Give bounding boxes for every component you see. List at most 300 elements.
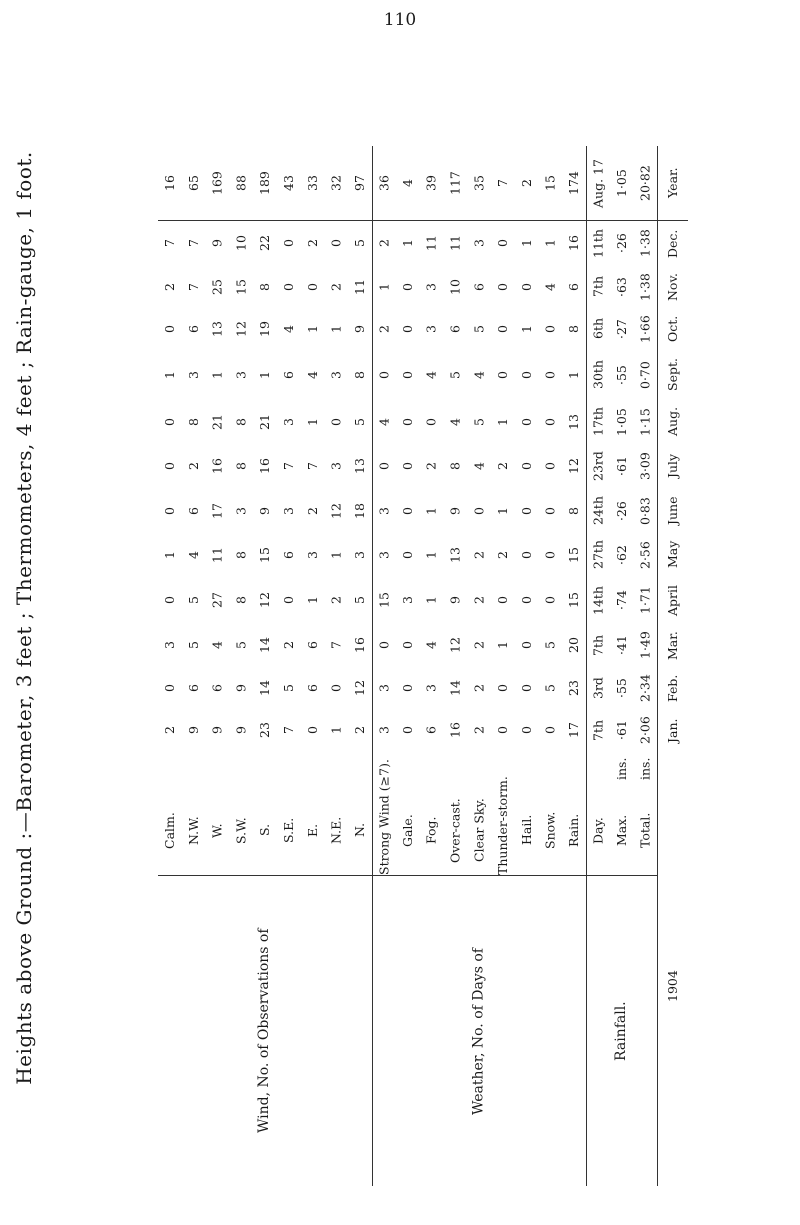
weather-table	[158, 146, 688, 1186]
table-row	[158, 444, 688, 489]
value-cell: 0	[328, 417, 344, 426]
table-row	[158, 400, 688, 444]
value-cell: 0	[399, 550, 415, 559]
value-cell: 2	[304, 506, 320, 515]
value-cell: 0	[495, 239, 511, 248]
col-header: Thunder-storm.	[495, 776, 511, 876]
value-cell: 3	[233, 370, 249, 379]
value-cell: 1·38	[634, 221, 658, 266]
table-row	[158, 221, 688, 266]
value-cell: 2	[376, 239, 392, 248]
value-cell: 4	[281, 324, 297, 333]
table-row	[158, 624, 688, 668]
value-cell: 15	[376, 592, 392, 609]
value-cell: ·61	[613, 456, 629, 477]
value-cell: 5	[542, 641, 558, 650]
value-cell: 3	[376, 726, 392, 735]
value-cell: 2	[328, 282, 344, 291]
value-cell: 9	[257, 506, 273, 515]
value-cell: 0	[399, 506, 415, 515]
value-cell: 5	[447, 370, 463, 379]
value-cell: 1	[495, 641, 511, 650]
value-cell: 18	[348, 489, 372, 533]
value-cell: 3rd	[590, 677, 606, 700]
unit-label	[420, 751, 444, 785]
value-cell: 17	[562, 709, 586, 751]
value-cell: ·55	[613, 678, 629, 699]
heading-text: Heights above Ground :—Barometer, 3 feet ; Thermometers, 4 feet ; Rain-gauge, 1 foot.	[12, 151, 36, 1085]
value-cell: 10	[233, 235, 249, 252]
value-cell: 3	[376, 684, 392, 693]
value-cell: 1	[518, 239, 534, 248]
value-cell: 1·49	[634, 624, 658, 668]
value-cell: 0	[542, 596, 558, 605]
value-cell: 2	[495, 462, 511, 471]
value-cell: 1·66	[634, 308, 658, 350]
data-grid	[158, 146, 688, 1186]
value-cell: 6	[185, 324, 201, 333]
page-number: 110	[383, 10, 417, 30]
value-cell: 0	[281, 596, 297, 605]
value-cell: 4	[447, 417, 463, 426]
value-cell: 3	[162, 641, 178, 650]
value-cell: 1	[423, 596, 439, 605]
value-cell: 0	[495, 726, 511, 735]
value-cell: 0	[542, 506, 558, 515]
value-cell: 0	[518, 462, 534, 471]
value-cell: 27	[209, 592, 225, 609]
value-cell: 27th	[590, 540, 606, 570]
value-cell: 16	[348, 624, 372, 668]
total-cell: 189	[253, 146, 277, 221]
value-cell: 4	[471, 462, 487, 471]
value-cell: 2·06	[634, 709, 658, 751]
value-cell: 1	[423, 550, 439, 559]
table-row	[158, 709, 688, 751]
value-cell: 0	[399, 641, 415, 650]
value-cell: 1	[328, 726, 344, 735]
value-cell: ·41	[613, 635, 629, 656]
value-cell: 21	[257, 413, 273, 430]
value-cell: 1	[495, 506, 511, 515]
col-header: Rain.	[562, 785, 586, 876]
value-cell: 0	[376, 641, 392, 650]
value-cell: 4	[209, 641, 225, 650]
value-cell: 8	[233, 417, 249, 426]
value-cell: 0	[518, 684, 534, 693]
value-cell: ·26	[613, 500, 629, 521]
col-header: Gale.	[399, 813, 415, 847]
value-cell: 12	[233, 320, 249, 337]
value-cell: 7	[162, 239, 178, 248]
value-cell: 12	[328, 502, 344, 519]
value-cell: 8	[233, 596, 249, 605]
value-cell: 9	[447, 596, 463, 605]
col-header: N.E.	[328, 816, 344, 844]
value-cell: 0	[328, 239, 344, 248]
value-cell: 2·34	[634, 667, 658, 709]
col-header: Calm.	[162, 811, 178, 849]
value-cell: 9	[209, 726, 225, 735]
value-cell: 5	[233, 641, 249, 650]
value-cell: 25	[209, 278, 225, 295]
value-cell: 9	[233, 684, 249, 693]
value-cell: 0	[162, 596, 178, 605]
value-cell: 11th	[590, 228, 606, 258]
value-cell: 5	[185, 641, 201, 650]
value-cell: 7	[281, 726, 297, 735]
unit-label	[253, 751, 277, 785]
value-cell: 0·83	[634, 489, 658, 533]
value-cell: 5	[542, 684, 558, 693]
value-cell: 13	[209, 320, 225, 337]
value-cell: 1·05	[613, 407, 629, 436]
value-cell: 2	[162, 726, 178, 735]
value-cell: 21	[209, 413, 225, 430]
value-cell: 1	[562, 350, 586, 400]
value-cell: 11	[447, 235, 463, 252]
value-cell: 16	[209, 458, 225, 475]
value-cell: 3	[348, 533, 372, 577]
value-cell: 11	[348, 266, 372, 308]
value-cell: 0	[423, 417, 439, 426]
value-cell: 7th	[590, 634, 606, 656]
value-cell: 2	[423, 462, 439, 471]
value-cell: 23	[257, 722, 273, 739]
value-cell: 6	[185, 506, 201, 515]
value-cell: 0	[495, 282, 511, 291]
total-cell: 36	[372, 146, 396, 221]
value-cell: 14	[447, 680, 463, 697]
col-header: Max.	[613, 814, 629, 846]
value-cell: 8	[562, 308, 586, 350]
value-cell: 5	[185, 596, 201, 605]
value-cell: 7	[185, 282, 201, 291]
unit-label	[562, 751, 586, 785]
value-cell: 2	[495, 550, 511, 559]
value-cell: 2	[281, 641, 297, 650]
value-cell: 6	[471, 282, 487, 291]
value-cell: 15	[257, 546, 273, 563]
value-cell: 5	[281, 684, 297, 693]
value-cell: ·55	[613, 364, 629, 385]
group-rainfall: Rainfall.	[586, 876, 657, 1186]
unit-label	[206, 751, 230, 785]
group-wind: Wind, No. of Observations of	[158, 876, 372, 1186]
value-cell: 7	[185, 239, 201, 248]
value-cell: 15	[562, 533, 586, 577]
value-cell: 1·38	[634, 266, 658, 308]
blank	[658, 751, 689, 785]
month-label: July	[658, 444, 689, 489]
value-cell: 14	[257, 637, 273, 654]
value-cell: 3	[281, 506, 297, 515]
value-cell: 8	[233, 462, 249, 471]
value-cell: 7	[328, 641, 344, 650]
total-cell: 16	[158, 146, 182, 221]
value-cell: 4	[185, 550, 201, 559]
value-cell: ·27	[613, 318, 629, 339]
value-cell: 2	[328, 596, 344, 605]
value-cell: 3	[376, 506, 392, 515]
value-cell: 8	[447, 462, 463, 471]
value-cell: 0	[399, 282, 415, 291]
value-cell: 12	[562, 444, 586, 489]
value-cell: 13	[447, 546, 463, 563]
value-cell: ·63	[613, 276, 629, 297]
value-cell: ·26	[613, 233, 629, 254]
value-cell: 5	[348, 400, 372, 444]
table-row	[158, 350, 688, 400]
value-cell: 2	[185, 462, 201, 471]
value-cell: 13	[348, 444, 372, 489]
value-cell: 4	[542, 282, 558, 291]
value-cell: 3	[423, 282, 439, 291]
value-cell: 1	[399, 239, 415, 248]
value-cell: 1	[376, 282, 392, 291]
month-label: Aug.	[658, 400, 689, 444]
value-cell: 1	[304, 596, 320, 605]
value-cell: 16	[562, 221, 586, 266]
value-cell: 12	[257, 592, 273, 609]
value-cell: 9	[209, 239, 225, 248]
value-cell: 2·56	[634, 533, 658, 577]
year-total-label: Year.	[658, 146, 689, 221]
month-label: Oct.	[658, 308, 689, 350]
total-cell: 2	[515, 146, 539, 221]
value-cell: 3	[281, 417, 297, 426]
value-cell: 2	[471, 684, 487, 693]
value-cell: 24th	[590, 496, 606, 526]
value-cell: 9	[447, 506, 463, 515]
total-cell: 15	[539, 146, 563, 221]
value-cell: 2	[348, 709, 372, 751]
value-cell: 5	[348, 577, 372, 624]
value-cell: 0	[399, 684, 415, 693]
value-cell: 3	[423, 324, 439, 333]
value-cell: 0	[495, 370, 511, 379]
value-cell: 0	[162, 417, 178, 426]
value-cell: 0	[542, 550, 558, 559]
value-cell: 1	[542, 239, 558, 248]
value-cell: 6	[281, 370, 297, 379]
value-cell: 0	[518, 282, 534, 291]
col-header: Total.	[634, 785, 658, 876]
value-cell: 2	[471, 550, 487, 559]
value-cell: 4	[423, 370, 439, 379]
col-header: Clear Sky.	[471, 798, 487, 863]
value-cell: 0	[518, 641, 534, 650]
unit-label	[396, 751, 420, 785]
value-cell: 0	[518, 417, 534, 426]
table-row	[158, 533, 688, 577]
value-cell: 0	[495, 596, 511, 605]
col-header: N.	[348, 785, 372, 876]
value-cell: 5	[471, 324, 487, 333]
value-cell: ·74	[613, 590, 629, 611]
value-cell: 5	[348, 221, 372, 266]
value-cell: 0·70	[634, 350, 658, 400]
value-cell: 0	[495, 324, 511, 333]
page-heading	[4, 78, 44, 1158]
value-cell: 19	[257, 320, 273, 337]
value-cell: 0	[399, 324, 415, 333]
value-cell: 0	[518, 506, 534, 515]
total-cell: 97	[348, 146, 372, 221]
total-row	[158, 146, 688, 221]
value-cell: 3	[304, 550, 320, 559]
unit-label	[348, 751, 372, 785]
value-cell: 1	[423, 506, 439, 515]
value-cell: 8	[562, 489, 586, 533]
value-cell: 1	[304, 417, 320, 426]
value-cell: 0	[162, 462, 178, 471]
value-cell: 4	[304, 370, 320, 379]
value-cell: 1	[304, 324, 320, 333]
value-cell: 3	[423, 684, 439, 693]
value-cell: 0	[542, 462, 558, 471]
value-cell: 14th	[590, 585, 606, 615]
value-cell: 3	[328, 462, 344, 471]
unit-label	[277, 751, 301, 785]
table-row	[158, 489, 688, 533]
value-cell: 2	[304, 239, 320, 248]
value-cell: 2	[376, 324, 392, 333]
value-cell: 14	[257, 680, 273, 697]
col-header: E.	[304, 823, 320, 837]
value-cell: 3	[233, 506, 249, 515]
value-cell: 1·15	[634, 400, 658, 444]
value-cell: 4	[376, 417, 392, 426]
value-cell: 0	[376, 462, 392, 471]
value-cell: 9	[185, 726, 201, 735]
unit-label	[515, 751, 539, 785]
month-label: Nov.	[658, 266, 689, 308]
value-cell: 17	[209, 502, 225, 519]
value-cell: 1	[162, 370, 178, 379]
value-cell: 3	[185, 370, 201, 379]
value-cell: ·62	[613, 544, 629, 565]
value-cell: 3	[471, 239, 487, 248]
value-cell: 0	[542, 417, 558, 426]
total-cell: Aug. 17	[586, 146, 610, 221]
value-cell: 0	[542, 726, 558, 735]
value-cell: 30th	[590, 360, 606, 390]
value-cell: 6	[209, 684, 225, 693]
value-cell: 1	[495, 417, 511, 426]
unit-label	[182, 751, 206, 785]
total-cell: 20·82	[634, 146, 658, 221]
value-cell: 0	[471, 506, 487, 515]
value-cell: 5	[471, 417, 487, 426]
col-header: W.	[209, 823, 225, 838]
col-header: S.	[257, 824, 273, 837]
value-cell: ·61	[613, 720, 629, 741]
total-cell: 169	[206, 146, 230, 221]
value-cell: 15	[562, 577, 586, 624]
value-cell: 9	[233, 726, 249, 735]
year-label: 1904	[658, 785, 689, 1186]
value-cell: 0	[162, 506, 178, 515]
table-row	[158, 667, 688, 709]
value-cell: 16	[447, 722, 463, 739]
value-cell: 16	[257, 458, 273, 475]
value-cell: 7	[304, 462, 320, 471]
value-cell: 0	[518, 550, 534, 559]
value-cell: 2	[162, 282, 178, 291]
total-cell: 174	[562, 146, 586, 221]
value-cell: 0	[304, 282, 320, 291]
value-cell: 7th	[590, 719, 606, 741]
value-cell: 12	[348, 667, 372, 709]
value-cell: 10	[447, 278, 463, 295]
value-cell: 8	[233, 550, 249, 559]
total-cell: 4	[396, 146, 420, 221]
total-cell: 1·05	[610, 146, 634, 221]
value-cell: 0	[518, 370, 534, 379]
value-cell: 13	[562, 400, 586, 444]
value-cell: 6	[423, 726, 439, 735]
value-cell: 0	[399, 417, 415, 426]
value-cell: 3·09	[634, 444, 658, 489]
col-header: S.W.	[233, 816, 249, 844]
total-cell: 39	[420, 146, 444, 221]
value-cell: 1·71	[634, 577, 658, 624]
month-label: April	[658, 577, 689, 624]
value-cell: 6	[304, 684, 320, 693]
value-cell: 0	[518, 596, 534, 605]
value-cell: 4	[471, 370, 487, 379]
value-cell: 0	[399, 370, 415, 379]
month-label: Sept.	[658, 350, 689, 400]
unit-label	[325, 751, 349, 785]
unit-label	[539, 751, 563, 785]
unit-label	[301, 751, 325, 785]
unit-label	[467, 751, 491, 785]
value-cell: 1	[162, 550, 178, 559]
value-cell: 0	[518, 726, 534, 735]
value-cell: 6	[281, 550, 297, 559]
value-cell: 0	[162, 684, 178, 693]
value-cell: 1	[518, 324, 534, 333]
value-cell: 12	[447, 637, 463, 654]
col-header: Day.	[590, 816, 606, 844]
value-cell: 2	[471, 596, 487, 605]
col-header: Hail.	[518, 815, 534, 846]
unit-label	[229, 751, 253, 785]
value-cell: 0	[542, 370, 558, 379]
value-cell: 6	[304, 641, 320, 650]
value-cell: 11	[209, 546, 225, 563]
value-cell: 6th	[590, 318, 606, 340]
value-cell: 6	[447, 324, 463, 333]
value-cell: 1	[209, 370, 225, 379]
month-label: Jan.	[658, 709, 689, 751]
total-cell: 88	[229, 146, 253, 221]
value-cell: 7	[281, 462, 297, 471]
unit-label	[443, 751, 467, 785]
value-cell: 22	[257, 235, 273, 252]
total-cell: 65	[182, 146, 206, 221]
value-cell: 9	[348, 308, 372, 350]
total-cell: 35	[467, 146, 491, 221]
value-cell: 23rd	[590, 451, 606, 482]
value-cell: 4	[423, 641, 439, 650]
group-weather: Weather, No. of Days of	[372, 876, 586, 1186]
total-cell: 32	[325, 146, 349, 221]
value-cell: 0	[542, 324, 558, 333]
col-header: S.E.	[281, 817, 297, 843]
